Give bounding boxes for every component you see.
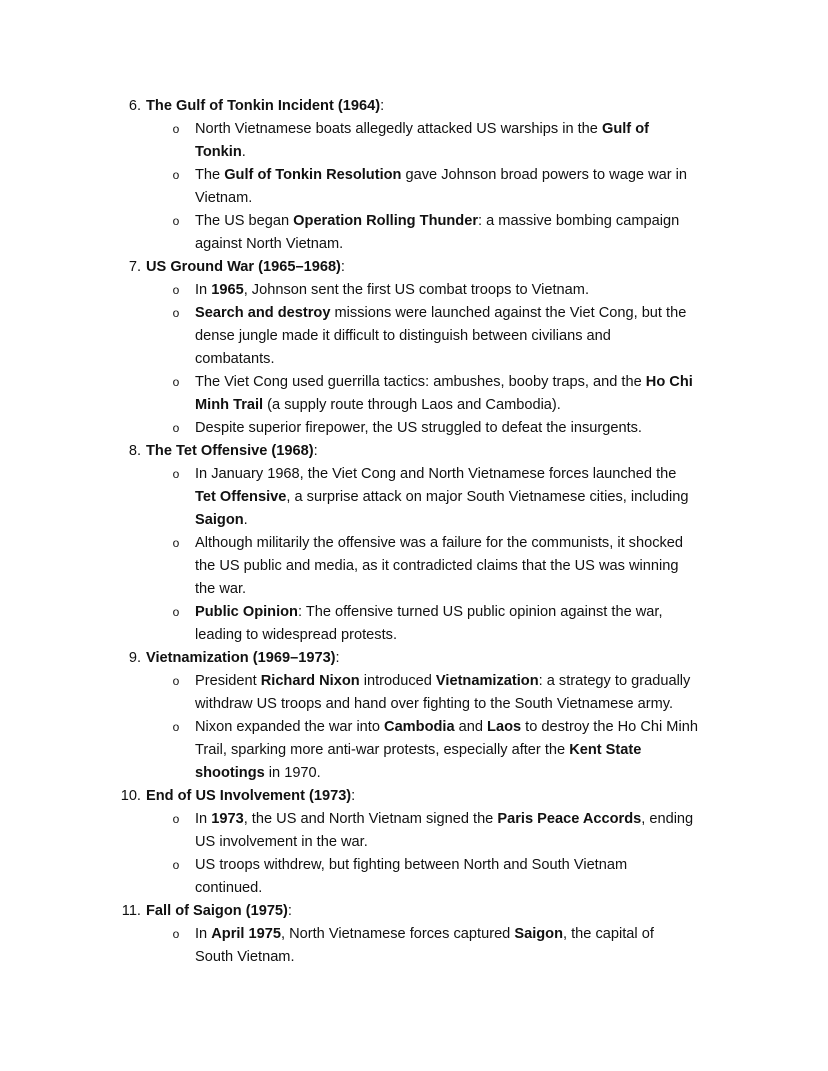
- text-run: the US public and media, as it contradicted claims that the US was winning: [195, 558, 679, 574]
- hollow-bullet-icon: o: [172, 858, 180, 872]
- text-run: (a supply route through Laos and Cambodia).: [263, 397, 561, 413]
- bold-text: Saigon: [514, 926, 564, 942]
- bullet-item: [0, 670, 735, 716]
- bullet-line: [195, 210, 735, 233]
- hollow-bullet-icon: o: [172, 283, 180, 297]
- hollow-bullet-icon: o: [172, 812, 180, 826]
- bullet-item: [0, 118, 735, 164]
- section-heading: US Ground War (1965–1968):: [146, 259, 345, 275]
- bold-text: Gulf of Tonkin Resolution: [224, 167, 402, 183]
- text-run: President: [195, 673, 261, 689]
- text-run: , ending: [641, 811, 694, 827]
- hollow-bullet-icon: o: [172, 122, 180, 136]
- hollow-bullet-icon: o: [172, 605, 180, 619]
- bullet-line: [195, 325, 735, 348]
- text-run: In: [195, 811, 212, 827]
- hollow-bullet-icon: o: [172, 927, 180, 941]
- bold-text: shootings: [195, 765, 265, 781]
- bold-text: Cambodia: [384, 719, 455, 735]
- text-run: In January 1968, the Viet Cong and North Vietnamese forces launched the: [195, 466, 677, 482]
- section-heading: The Gulf of Tonkin Incident (1964):: [146, 98, 385, 114]
- bullet-line: [195, 624, 735, 647]
- bullet-item: [0, 164, 735, 210]
- bullet-item: [0, 302, 735, 371]
- bullet-item: [0, 463, 735, 532]
- text-run: : The offensive turned US public opinion against the war,: [297, 604, 663, 620]
- bold-text: Kent State: [569, 742, 642, 758]
- section-heading-text: US Ground War (1965–1968): [146, 259, 341, 275]
- bullet-line: [195, 831, 735, 854]
- bullet-item: [0, 808, 735, 854]
- section-heading-text: End of US Involvement (1973): [146, 788, 352, 804]
- text-run: dense jungle made it difficult to distinguish between civilians and: [195, 328, 611, 344]
- text-run: introduced: [359, 673, 436, 689]
- text-run: The US began: [195, 213, 294, 229]
- text-run: Although militarily the offensive was a failure for the communists, it shocked: [195, 535, 684, 551]
- section-heading-text: Vietnamization (1969–1973): [146, 650, 336, 666]
- bullet-item: [0, 417, 735, 440]
- section-heading: The Tet Offensive (1968):: [146, 443, 318, 459]
- bullet-item: [0, 601, 735, 647]
- hollow-bullet-icon: o: [172, 168, 180, 182]
- list-item-heading: [0, 647, 828, 670]
- hollow-bullet-icon: o: [172, 214, 180, 228]
- bold-text: Laos: [487, 719, 522, 735]
- text-run: gave Johnson broad powers to wage war in: [401, 167, 688, 183]
- bold-text: Gulf of: [601, 121, 649, 137]
- bullet-line: [195, 279, 735, 302]
- bullet-item: [0, 854, 735, 900]
- bullet-line: [195, 808, 735, 831]
- hollow-bullet-icon: o: [172, 375, 180, 389]
- text-run: combatants.: [195, 351, 275, 367]
- list-number: 11.: [121, 903, 141, 919]
- bullet-line: [195, 486, 735, 509]
- section-heading-text: The Tet Offensive (1968): [146, 443, 314, 459]
- section-heading-text: The Gulf of Tonkin Incident (1964): [146, 98, 381, 114]
- bullet-line: [195, 578, 735, 601]
- bullet-item: [0, 210, 735, 256]
- bullet-line: [195, 739, 735, 762]
- list-number: 10.: [120, 788, 141, 804]
- bullet-line: [195, 141, 735, 164]
- section-heading: End of US Involvement (1973):: [146, 788, 356, 804]
- bullet-line: [195, 394, 735, 417]
- bullet-line: [195, 877, 735, 900]
- text-run: Trail, sparking more anti-war protests, especially after the: [195, 742, 570, 758]
- text-run: the war.: [195, 581, 247, 597]
- text-run: Vietnam.: [195, 190, 253, 206]
- bullet-line: [195, 923, 735, 946]
- text-run: missions were launched against the Viet Cong, but the: [330, 305, 687, 321]
- bold-text: Saigon: [195, 512, 244, 528]
- bullet-item: [0, 279, 735, 302]
- bold-text: 1965: [211, 282, 244, 298]
- bullet-item: [0, 716, 735, 785]
- text-run: US troops withdrew, but fighting between North and South Vietnam: [195, 857, 628, 873]
- text-run: The Viet Cong used guerrilla tactics: ambushes, booby traps, and the: [195, 374, 646, 390]
- bullet-line: [195, 348, 735, 371]
- text-run: Despite superior firepower, the US struggled to defeat the insurgents.: [195, 420, 642, 436]
- hollow-bullet-icon: o: [172, 306, 180, 320]
- bullet-item: [0, 923, 735, 969]
- text-run: , a surprise attack on major South Vietnamese cities, including: [286, 489, 689, 505]
- list-item-heading: [0, 900, 828, 923]
- text-run: in 1970.: [264, 765, 321, 781]
- bullet-line: [195, 463, 735, 486]
- bold-text: 1973: [211, 811, 244, 827]
- text-run: against North Vietnam.: [195, 236, 344, 252]
- text-run: In: [195, 282, 212, 298]
- bullet-line: [195, 601, 735, 624]
- text-run: .: [241, 144, 246, 160]
- bullet-line: [195, 118, 735, 141]
- bullet-line: [195, 371, 735, 394]
- bullet-item: [0, 371, 735, 417]
- bold-text: Tet Offensive: [195, 489, 287, 505]
- hollow-bullet-icon: o: [172, 421, 180, 435]
- bullet-line: [195, 693, 735, 716]
- bold-text: Minh Trail: [195, 397, 264, 413]
- document-page: [0, 95, 828, 969]
- text-run: , North Vietnamese forces captured: [281, 926, 515, 942]
- hollow-bullet-icon: o: [172, 536, 180, 550]
- bold-text: Paris Peace Accords: [497, 811, 642, 827]
- text-run: : a strategy to gradually: [538, 673, 691, 689]
- hollow-bullet-icon: o: [172, 467, 180, 481]
- hollow-bullet-icon: o: [172, 674, 180, 688]
- text-run: The: [195, 167, 225, 183]
- bold-text: Richard Nixon: [260, 673, 360, 689]
- bullet-line: [195, 854, 735, 877]
- hollow-bullet-icon: o: [172, 720, 180, 734]
- bullet-line: [195, 762, 735, 785]
- text-run: to destroy the Ho Chi Minh: [521, 719, 698, 735]
- text-run: In: [195, 926, 212, 942]
- bullet-line: [195, 233, 735, 256]
- text-run: , Johnson sent the first US combat troops to Vietnam.: [243, 282, 589, 298]
- list-number: 7.: [128, 259, 141, 275]
- list-item-heading: [0, 440, 828, 463]
- text-run: continued.: [195, 880, 263, 896]
- bold-text: April 1975: [211, 926, 281, 942]
- bullet-line: [195, 187, 735, 210]
- bold-text: Operation Rolling Thunder: [293, 213, 479, 229]
- list-number: 8.: [128, 443, 141, 459]
- bullet-line: [195, 670, 735, 693]
- bullet-line: [195, 417, 735, 440]
- bullet-line: [195, 716, 735, 739]
- bold-text: Search and destroy: [195, 305, 331, 321]
- section-heading-text: Fall of Saigon (1975): [146, 903, 288, 919]
- bullet-item: [0, 532, 735, 601]
- text-run: US involvement in the war.: [195, 834, 368, 850]
- list-item-heading: [0, 95, 828, 118]
- section-heading: Fall of Saigon (1975):: [146, 903, 292, 919]
- text-run: leading to widespread protests.: [195, 627, 398, 643]
- bullet-line: [195, 946, 735, 969]
- bullet-line: [195, 532, 735, 555]
- bullet-line: [195, 555, 735, 578]
- text-run: Nixon expanded the war into: [195, 719, 385, 735]
- list-number: 6.: [128, 98, 141, 114]
- text-run: South Vietnam.: [195, 949, 295, 965]
- bold-text: Ho Chi: [645, 374, 693, 390]
- bullet-line: [195, 302, 735, 325]
- text-run: and: [454, 719, 488, 735]
- text-run: : a massive bombing campaign: [478, 213, 680, 229]
- bold-text: Public Opinion: [195, 604, 298, 620]
- text-run: , the US and North Vietnam signed the: [243, 811, 498, 827]
- bold-text: Tonkin: [195, 144, 242, 160]
- list-item-heading: [0, 256, 828, 279]
- bold-text: Vietnamization: [435, 673, 539, 689]
- section-heading: Vietnamization (1969–1973):: [146, 650, 340, 666]
- text-run: North Vietnamese boats allegedly attacked US warships in the: [195, 121, 602, 137]
- text-run: , the capital of: [563, 926, 654, 942]
- text-run: withdraw US troops and hand over fighting to the South Vietnamese army.: [195, 696, 674, 712]
- list-item-heading: [0, 785, 828, 808]
- list-number: 9.: [128, 650, 141, 666]
- text-run: .: [243, 512, 248, 528]
- bullet-line: [195, 509, 735, 532]
- bullet-line: [195, 164, 735, 187]
